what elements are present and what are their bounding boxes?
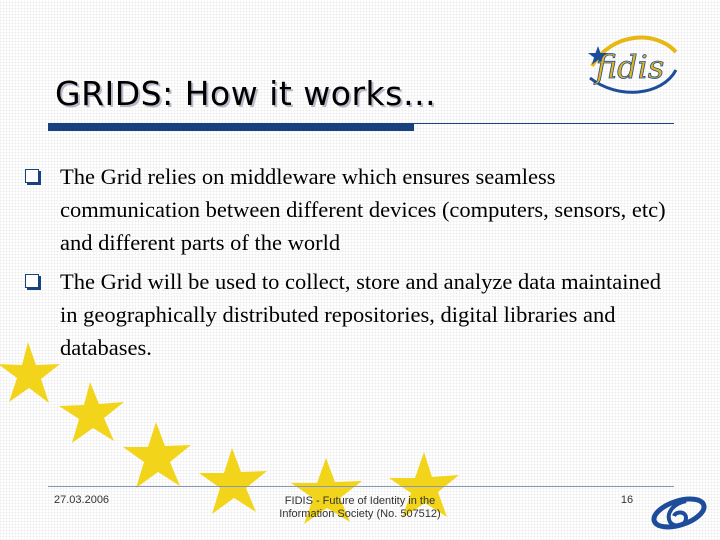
- fidis-logo: [572, 26, 684, 106]
- bullet-list: [18, 160, 678, 370]
- title-underline-thick: [48, 123, 414, 131]
- checkbox-bullet-icon: [25, 169, 39, 183]
- logo-wordmark: fidis: [595, 48, 665, 86]
- footer-organization-line: Information Society (No. 507512): [279, 508, 441, 520]
- footer-organization-line: FIDIS - Future of Identity in the: [284, 495, 436, 507]
- slide-title: GRIDS: How it works…: [55, 74, 437, 113]
- bullet-item: [18, 160, 678, 259]
- footer-organization: [240, 495, 480, 521]
- star-icon: [59, 382, 124, 443]
- page-number: 16: [620, 494, 634, 506]
- sixth-framework-logo: [650, 496, 708, 530]
- footer-date: 27.03.2006: [54, 494, 110, 506]
- footer-divider: [48, 486, 674, 487]
- checkbox-bullet-icon: [25, 274, 39, 288]
- star-icon: [123, 422, 191, 488]
- bullet-text: The Grid will be used to collect, store and analyze data maintained in geographically distributed repositories, digital libraries and databases.: [60, 269, 662, 360]
- star-icon: [0, 342, 60, 403]
- bullet-text: The Grid relies on middleware which ensures seamless communication between different devices (computers, sensors, etc) and different parts of the world: [60, 164, 666, 255]
